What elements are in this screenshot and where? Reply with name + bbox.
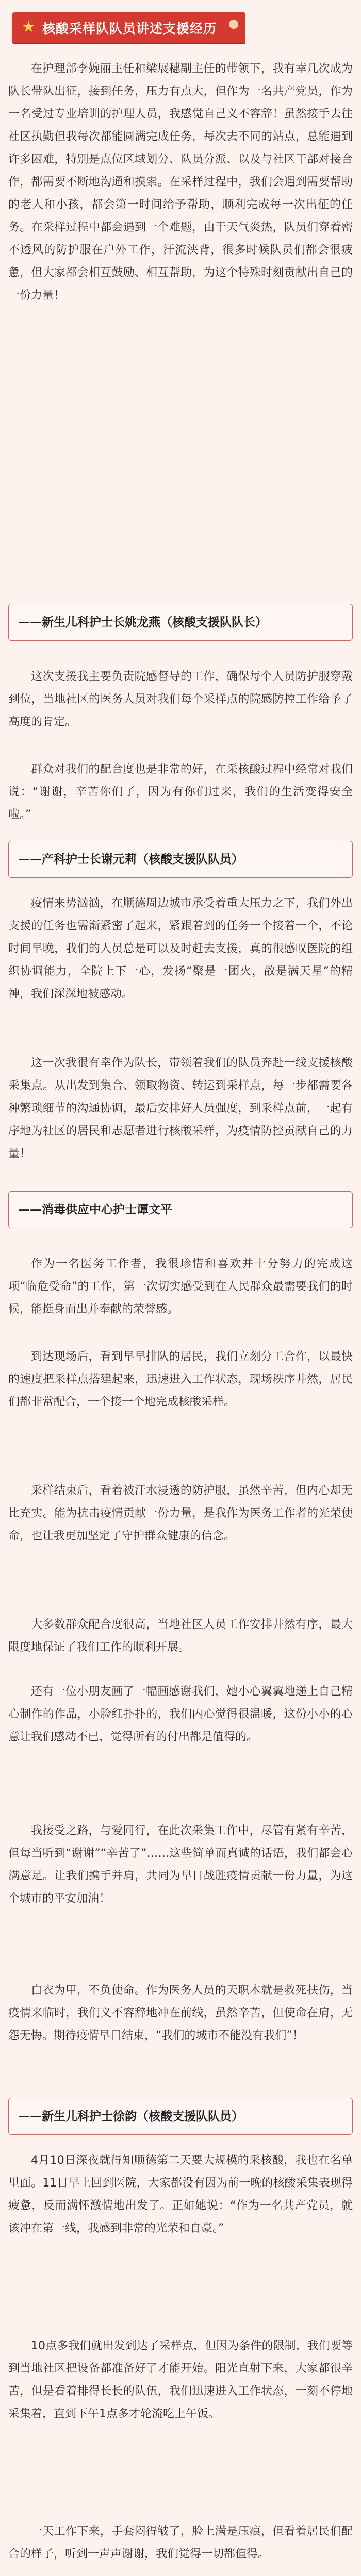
section-6-para-3: 一天工作下来，手套闷得皱了，脸上满是压痕，但看着居民们配合的样子，听到一声声谢谢，我们觉得一切都值得。 bbox=[8, 2525, 353, 2561]
title-banner bbox=[12, 12, 245, 43]
section-4-para-2: 到达现场后，看到早早排队的居民，我们立刻分工合作，以最快的速度把采样点搭建起来，迅速进入工作状态，现场秩序井然，居民们都非常配合，一个接一个地完成核酸采样。 bbox=[8, 1350, 353, 1409]
signature-text: ——新生儿科护士长姚龙燕（核酸支援队队长） bbox=[18, 616, 267, 629]
banner-corner-decoration bbox=[226, 12, 238, 43]
signature-text: ——新生儿科护士徐韵（核酸支援队队员） bbox=[18, 2110, 243, 2123]
section-5-para-1: 大多数群众配合度很高，当地社区人员工作安排井然有序，最大限度地保证了我们工作的顺利开展。 bbox=[8, 1618, 353, 1654]
banner-title: 核酸采样队队员讲述支援经历 bbox=[42, 21, 217, 36]
section-2-signature bbox=[8, 841, 353, 878]
section-1-para-1: 在护理部李婉丽主任和梁展穗副主任的带领下，我有幸几次成为队长带队出征，接到任务，压力有点大，但作为一名共产党员，作为一名受过专业培训的护理人员，我感觉自己义不容辞！虽然接手去往社区执勤但我每次都能圆满完成任务，每次去不同的站点，总能遇到许多困难，特别是点位区域划分、队员分派、以及与社区干部对接合作，都需要不断地沟通和摸索。在采样过程中，我们会遇到需要帮助的老人和小孩，都会第一时间给予帮助，顺利完成每一次出征的任务。在采样过程中都会遇到一个难题，由于天气炎热，队员们穿着密不透风的防护服在户外工作，汗流浃背，很多时候队员们都会很疲惫，但大家都会相互鼓励、相互帮助，为这个特殊时刻贡献出自己的一份力量！ bbox=[8, 62, 353, 302]
section-6-para-1: 4月10日深夜就得知顺德第二天要大规模的采核酸，我也在名单里面。11日早上回到医院，大家都没有因为前一晚的核酸采集表现得疲惫，反而满怀激情地出发了。正如她说：“作为一名共产党员，就该冲在第一线，我感到非常的光荣和自豪。” bbox=[8, 2154, 353, 2235]
section-5-para-2: 还有一位小朋友画了一幅画感谢我们，她小心翼翼地递上自己精心制作的作品，小脸红扑扑的，我们内心觉得很温暖，这份小小的心意让我们感动不已，觉得所有的付出都是值得的。 bbox=[8, 1685, 353, 1743]
section-3-para-1: 疫情来势汹汹，在顺德周边城市承受着重大压力之下，我们外出支援的任务也需渐紧密了起来，紧跟着到的任务一个接着一个，不论时间早晚，我们的人员总是可以及时赶去支援，真的很感叹医院的组织协调能力，全院上下一心，发扬“聚是一团火，散是满天星”的精神，我们深深地被感动。 bbox=[8, 897, 353, 1001]
section-3-para-2: 这一次我很有幸作为队长，带领着我们的队员奔赴一线支援核酸采集点。从出发到集合、领取物资、转运到采样点，每一步都需要各种繁琐细节的沟通协调，最后安排好人员强度，到采样点前，一起有序地为社区的居民和志愿者进行核酸采样，为疫情防控贡献自己的力量！ bbox=[8, 1057, 353, 1160]
section-5-signature bbox=[8, 2098, 353, 2135]
section-5-para-3: 我接受之路，与爱同行，在此次采集工作中，尽管有紧有辛苦，但每当听到“谢谢”“辛苦了”……这些简单而真诚的话语，我们都会心满意足。让我们携手并肩，共同为早日战胜疫情贡献一份力量，为这个城市的平安加油！ bbox=[8, 1824, 353, 1905]
section-1-signature bbox=[8, 604, 353, 641]
section-2-para-1: 这次支援我主要负责院感督导的工作，确保每个人员防护服穿戴到位，当地社区的医务人员对我们每个采样点的院感防控工作给予了高度的肯定。 bbox=[8, 670, 353, 728]
article-header bbox=[12, 12, 245, 43]
section-2-para-2: 群众对我们的配合度也是非常的好，在采核酸过程中经常对我们说：“谢谢，辛苦你们了，因为有你们过来，我们的生活变得安全啦。” bbox=[8, 763, 353, 821]
signature-text: ——产科护士长谢元莉（核酸支援队队员） bbox=[18, 853, 243, 866]
star-icon: ★ bbox=[22, 18, 36, 36]
section-3-signature bbox=[8, 1191, 353, 1228]
section-4-para-3: 采样结束后，看着被汗水浸透的防护服，虽然辛苦，但内心却无比充实。能为抗击疫情贡献一份力量，是我作为医务工作者的光荣使命，也让我更加坚定了守护群众健康的信念。 bbox=[8, 1484, 353, 1543]
article-content bbox=[8, 58, 353, 2576]
section-6-para-2: 10点多我们就出发到达了采样点，但因为条件的限制，我们要等到当地社区把设备都准备好了才能开始。阳光直射下来，大家都很辛苦，但是看着排得长长的队伍，我们迅速进入工作状态，一刻不停地采集着，直到下午1点多才轮流吃上午饭。 bbox=[8, 2340, 353, 2420]
section-4-para-1: 作为一名医务工作者，我很珍惜和喜欢并十分努力的完成这项“临危受命”的工作，第一次切实感受到在人民群众最需要我们的时候，能挺身而出并奉献的荣誉感。 bbox=[8, 1258, 353, 1316]
signature-text: ——消毒供应中心护士谭文平 bbox=[18, 1203, 172, 1216]
section-5-para-4: 白衣为甲，不负使命。作为医务人员的天职本就是救死扶伤，当疫情来临时，我们义不容辞地冲在前线，虽然辛苦，但使命在肩，无怨无悔。期待疫情早日结束，“我们的城市不能没有我们”！ bbox=[8, 1984, 353, 2042]
